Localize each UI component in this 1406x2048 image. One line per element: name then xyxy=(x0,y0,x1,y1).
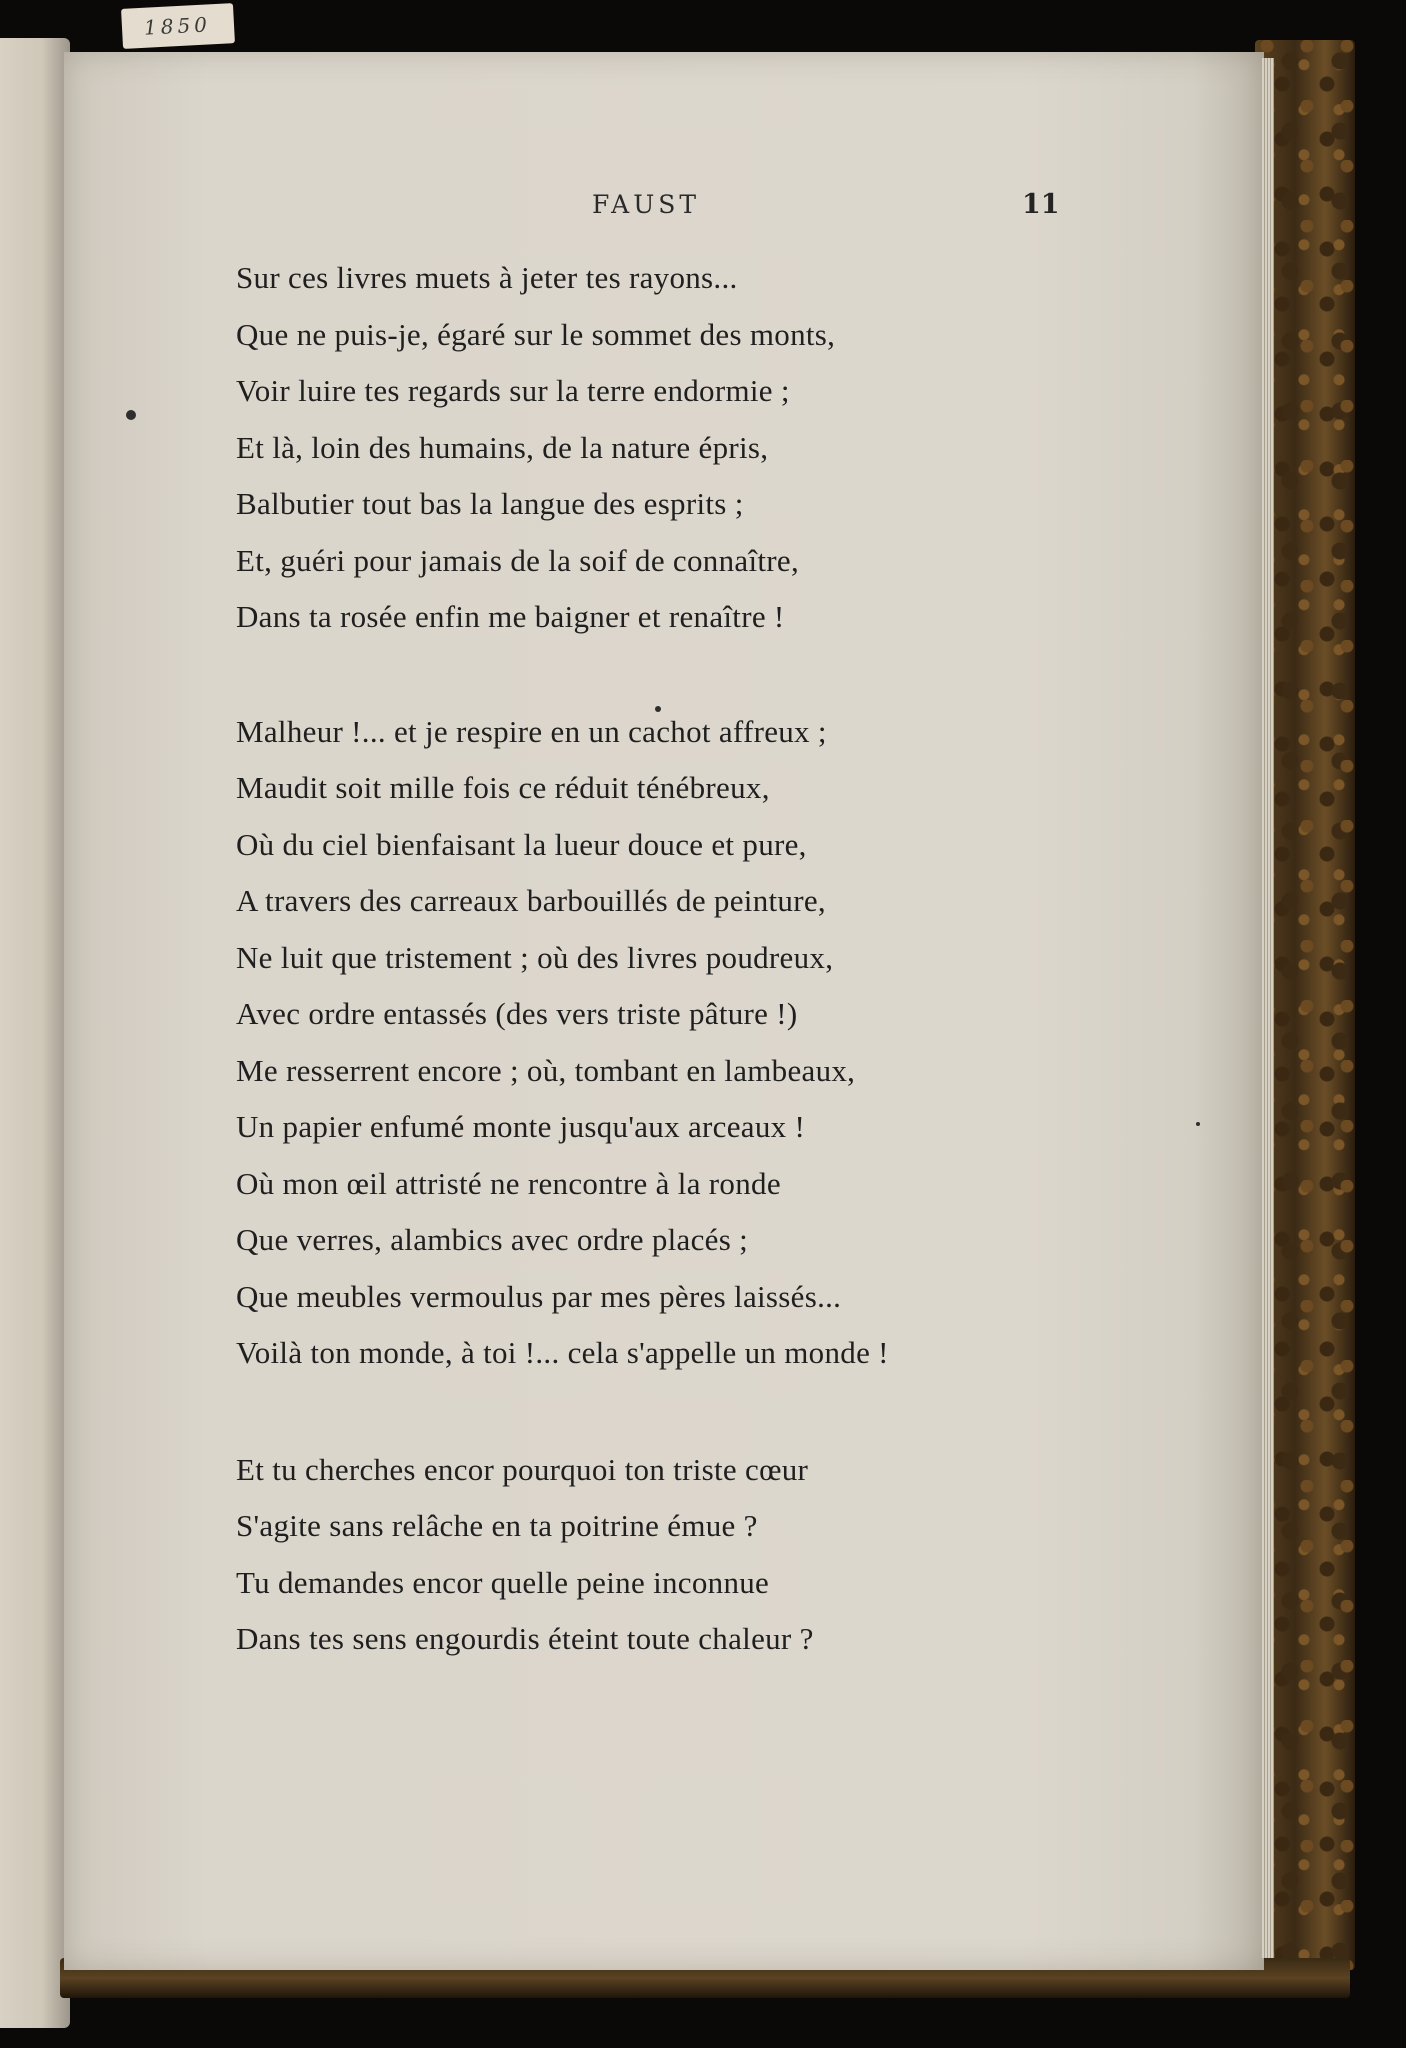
verse-line: S'agite sans relâche en ta poitrine émue ? xyxy=(236,1508,758,1543)
verse-line: Dans tes sens engourdis éteint toute chaleur ? xyxy=(236,1621,814,1656)
verse-line: Et là, loin des humains, de la nature épris, xyxy=(236,429,769,465)
verse-line: Me resserrent encore ; où, tombant en lambeaux, xyxy=(236,1052,856,1088)
verse-line: Que meubles vermoulus par mes pères laissés... xyxy=(236,1278,842,1314)
left-facing-page xyxy=(0,38,70,2028)
verse-line: Balbutier tout bas la langue des esprits ; xyxy=(236,486,744,521)
ink-speck xyxy=(655,706,661,712)
verse-line: A travers des carreaux barbouillés de peinture, xyxy=(236,883,826,918)
verse-line: Tu demandes encor quelle peine inconnue xyxy=(236,1564,770,1600)
verse-line: Où mon œil attristé ne rencontre à la ronde xyxy=(236,1165,781,1201)
stanza-break xyxy=(236,1382,1236,1442)
verse-line: Voilà ton monde, à toi !... cela s'appelle un monde ! xyxy=(236,1335,889,1370)
verse-line: Dans ta rosée enfin me baigner et renaître ! xyxy=(236,599,785,634)
running-head-title: FAUST xyxy=(592,190,701,219)
verse-line: Un papier enfumé monte jusqu'aux arceaux ! xyxy=(236,1109,806,1144)
verse-line: Où du ciel bienfaisant la lueur douce et pure, xyxy=(236,826,807,862)
stanza-3 xyxy=(236,1442,1236,1668)
ink-speck xyxy=(1196,1122,1200,1126)
verse-line: Voir luire tes regards sur la terre endormie ; xyxy=(236,373,790,408)
verse-text xyxy=(236,250,1236,1668)
stanza-break xyxy=(236,646,1236,704)
verse-line: Avec ordre entassés (des vers triste pâture !) xyxy=(236,996,798,1031)
page-edges xyxy=(1262,58,1274,1958)
shelf-label-tag xyxy=(121,3,235,49)
shelf-label-text: 1850 xyxy=(143,12,212,40)
verse-line: Malheur !... et je respire en un cachot affreux ; xyxy=(236,713,827,749)
verse-line: Maudit soit mille fois ce réduit ténébreux, xyxy=(236,770,770,805)
verse-line: Et tu cherches encor pourquoi ton triste cœur xyxy=(236,1451,809,1487)
verse-line: Sur ces livres muets à jeter tes rayons... xyxy=(236,260,738,295)
verse-line: Que ne puis-je, égaré sur le sommet des monts, xyxy=(236,316,836,352)
ink-speck xyxy=(126,410,136,420)
stanza-2 xyxy=(236,704,1236,1382)
stanza-1 xyxy=(236,250,1236,646)
page-number: 11 xyxy=(1022,189,1060,220)
verse-line: Et, guéri pour jamais de la soif de connaître, xyxy=(236,542,800,578)
verse-line: Que verres, alambics avec ordre placés ; xyxy=(236,1222,749,1257)
verse-line: Ne luit que tristement ; où des livres poudreux, xyxy=(236,939,834,975)
